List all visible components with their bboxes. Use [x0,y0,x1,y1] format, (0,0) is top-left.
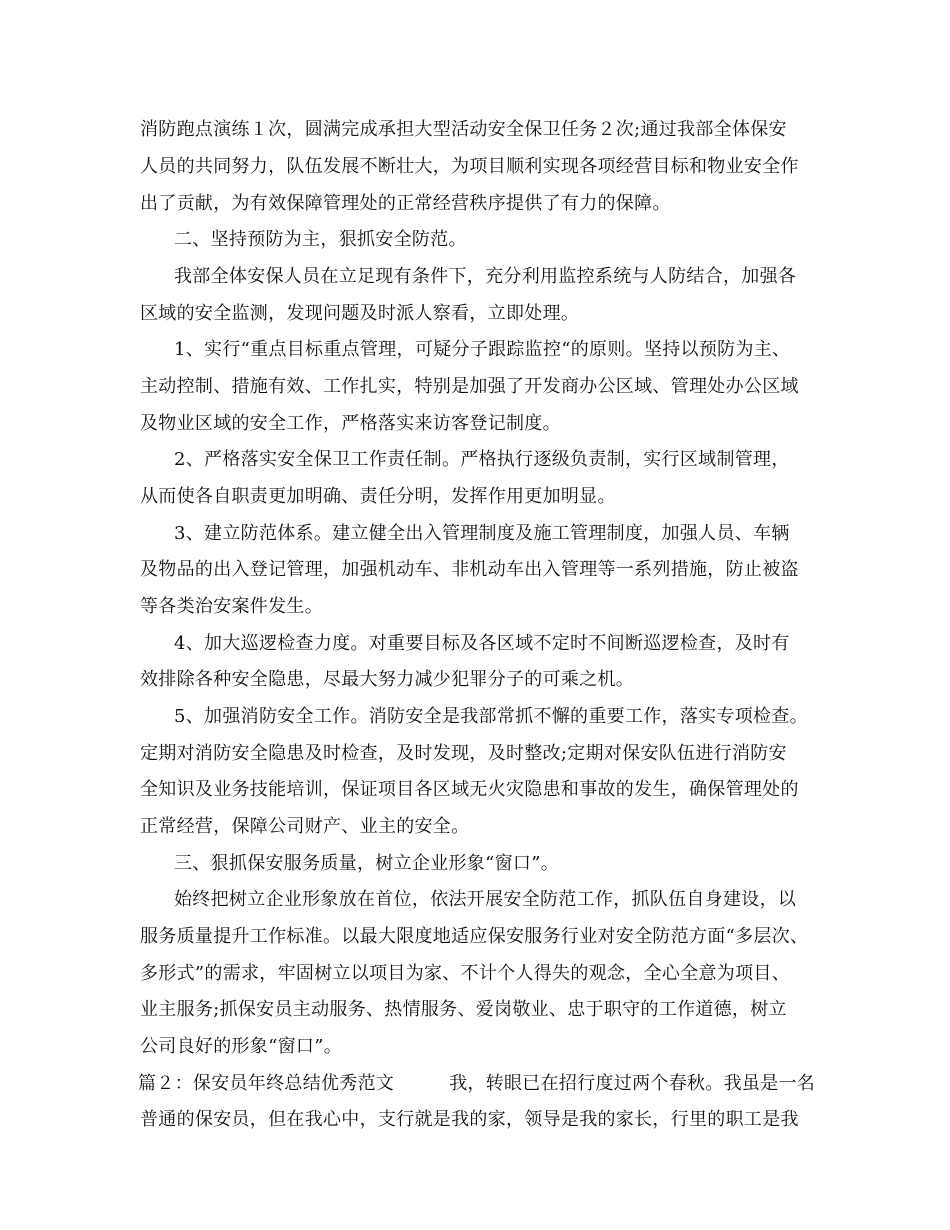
paragraph-line: 效排除各种安全隐患，尽最大努力减少犯罪分子的可乘之机。 [140,669,635,690]
paragraph-line: 2、严格落实安全保卫工作责任制。严格执行逐级负责制，实行区域制管理， [174,449,790,470]
paragraph-line: 主动控制、措施有效、工作扎实，特别是加强了开发商办公区域、管理处办公区域 [140,376,799,397]
paragraph-line: 公司良好的形象“窗口”。 [140,1036,343,1057]
paragraph-line: 服务质量提升工作标准。以最大限度地适应保安服务行业对安全防范方面“多层次、 [140,926,809,947]
paragraph-line: 等各类治安案件发生。 [140,596,323,617]
paragraph-line: 区域的安全监测，发现问题及时派人察看，立即处理。 [140,303,580,324]
paragraph-line: 5、加强消防安全工作。消防安全是我部常抓不懈的重要工作，落实专项检查。 [174,706,808,727]
section-heading: 二、坚持预防为主，狠抓安全防范。 [174,229,467,250]
paragraph-line: 业主服务;抓保安员主动服务、热情服务、爱岗敬业、忠于职守的工作道德，树立 [140,999,787,1020]
paragraph-line: 全知识及业务技能培训，保证项目各区域无火灾隐患和事故的发生，确保管理处的 [140,779,799,800]
paragraph-line: 及物品的出入登记管理，加强机动车、非机动车出入管理等一系列措施，防止被盗 [140,559,799,580]
paragraph-line: 4、加大巡逻检查力度。对重要目标及各区域不定时不间断巡逻检查，及时有 [174,633,790,654]
paragraph-line: 始终把树立企业形象放在首位，依法开展安全防范工作，抓队伍自身建设，以 [174,889,797,910]
paragraph-line: 消防跑点演练１次，圆满完成承担大型活动安全保卫任务２次;通过我部全体保安 [140,119,787,140]
paragraph-line: 我部全体安保人员在立足现有条件下，充分利用监控系统与人防结合，加强各 [174,266,797,287]
paragraph-line: 定期对消防安全隐患及时检查，及时发现，及时整改;定期对保安队伍进行消防安 [140,743,787,764]
paragraph-line: 普通的保安员，但在我心中，支行就是我的家，领导是我的家长，行里的职工是我 [140,1109,799,1130]
paragraph-line: 从而使各自职责更加明确、责任分明，发挥作用更加明显。 [140,486,616,507]
paragraph-line: 出了贡献，为有效保障管理处的正常经营秩序提供了有力的保障。 [140,193,671,214]
article-title-line: 篇２：保安员年终总结优秀范文 我，转眼已在招行度过两个春秋。我虽是一名 [138,1073,816,1094]
paragraph-line: 正常经营，保障公司财产、业主的安全。 [140,816,470,837]
paragraph-line: 多形式”的需求，牢固树立以项目为家、不计个人得失的观念，全心全意为项目、 [140,963,790,984]
paragraph-line: 1、实行“重点目标重点管理，可疑分子跟踪监控“的原则。坚持以预防为主、 [174,339,791,360]
paragraph-line: 人员的共同努力，队伍发展不断壮大，为项目顺利实现各项经营目标和物业安全作 [140,156,799,177]
section-heading: 三、狠抓保安服务质量，树立企业形象“窗口”。 [174,853,560,874]
paragraph-line: 及物业区域的安全工作，严格落实来访客登记制度。 [140,413,561,434]
paragraph-line: 3、建立防范体系。建立健全出入管理制度及施工管理制度，加强人员、车辆 [174,523,790,544]
